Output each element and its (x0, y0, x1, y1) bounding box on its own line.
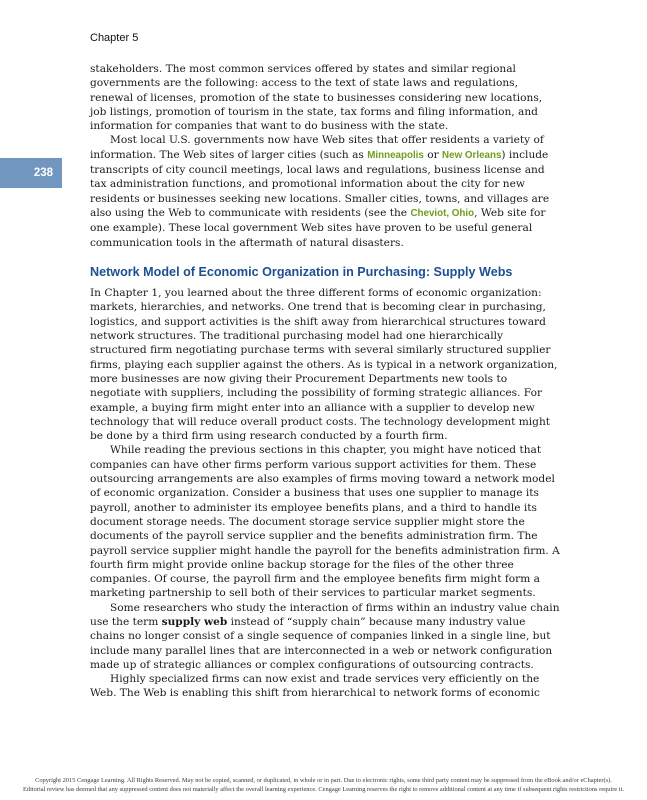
paragraph-segment: or (423, 148, 443, 161)
paragraph-segment: Some researchers who study the interaction of firms within an industry value chain use the term (90, 601, 560, 628)
paragraph-segment: , Web site for one example). These local government Web sites have proven to be useful general communication tools in the aftermath of natural disasters. (90, 206, 546, 249)
paragraph-segment: ) include transcripts of city council meetings, local laws and regulations, business license and tax administration functions, and promotional information about the city for new residents or businesses seeking new locations. Smaller cities, towns, and villages are also using the Web to communicate with residents (see the (90, 148, 550, 219)
paragraph-chapter1-forms: In Chapter 1, you learned about the three different forms of economic organization: markets, hierarchies, and networks. One trend that is becoming clear in purchasing, logistics, and support activities is the shift away from hierarchical structures toward network structures. The traditional purchasing model had one hierarchically structured firm negotiating purchase terms with several similarly structured supplier firms, playing each supplier against the others. As is typical in a network organization, more businesses are now giving their Procurement Departments new tools to negotiate with suppliers, including the possibility of forming strategic alliances. For example, a buying firm might enter into an alliance with a supplier to develop new technology that will reduce overall product costs. The technology development might be done by a third firm using research conducted by a fourth firm. (90, 287, 558, 443)
copyright-footer (0, 776, 647, 794)
chapter-running-head: Chapter 5 (90, 32, 139, 44)
paragraph-stakeholders: stakeholders. The most common services offered by states and similar regional governments are the following: access to the text of state laws and regulations, renewal of licenses, promotion of the state to businesses considering new locations, job listings, promotion of tourism in the state, tax forms and filing information, and information for companies that want to do business with the state. (90, 63, 543, 133)
supply-web-term: supply web (161, 615, 228, 628)
paragraph-outsourcing: While reading the previous sections in this chapter, you might have noticed that companies can have other firms perform various support activities for them. These outsourcing arrangements are also examples of firms moving toward a network model of economic organization. Consider a business that uses one supplier to manage its payroll, another to administer its employee benefits plans, and a third to handle its document storage needs. The document storage service supplier might store the documents of the payroll service supplier and the benefits administration firm. The payroll service supplier might handle the payroll for the benefits administration firm. A fourth firm might provide online backup storage for the files of the other three companies. Of course, the payroll firm and the employee benefits firm might form a marketing partnership to sell both of their services to particular market segments. (90, 444, 560, 600)
new-orleans-link[interactable]: New Orleans (442, 149, 502, 161)
body-text-block (90, 62, 560, 701)
copyright-line-1: Copyright 2015 Cengage Learning. All Rights Reserved. May not be copied, scanned, or duplicated, in whole or in part. Due to electronic rights, some third party content may be suppressed from the eBook and/or eChapter(s). (35, 777, 612, 784)
page-number-badge: 238 (0, 158, 62, 188)
section-heading-supply-webs: Network Model of Economic Organization in Purchasing: Supply Webs (90, 264, 513, 279)
minneapolis-link[interactable]: Minneapolis (367, 149, 424, 161)
page-content (90, 62, 560, 701)
copyright-line-2: Editorial review has deemed that any suppressed content does not materially affect the overall learning experience. Cengage Learning reserves the right to remove additional content at any time if subsequent rights restrictions require it. (23, 786, 624, 793)
cheviot-ohio-link[interactable]: Cheviot, Ohio (410, 207, 475, 219)
paragraph-supply-web (90, 601, 560, 672)
paragraph-segment: instead of “supply chain” because many industry value chains no longer consist of a single sequence of companies linked in a single line, but include many parallel lines that are interconnected in a web or network configuration made up of strategic alliances or complex configurations of outsourcing contracts. (90, 615, 553, 671)
paragraph-specialized-firms: Highly specialized firms can now exist and trade services very efficiently on the Web. The Web is enabling this shift from hierarchical to network forms of economic (90, 673, 540, 700)
paragraph-segment: Most local U.S. governments now have Web sites that offer residents a variety of information. The Web sites of larger cities (such as (90, 134, 544, 161)
paragraph-local-governments (90, 133, 560, 249)
